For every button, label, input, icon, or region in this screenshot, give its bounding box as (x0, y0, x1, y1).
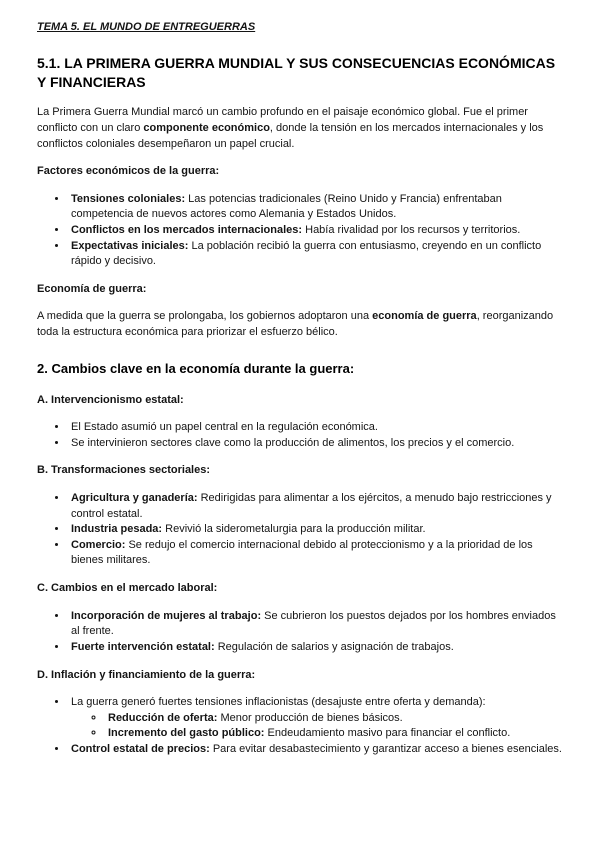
bullet-list (37, 695, 563, 757)
text-segment: Las potencias tradicionales (Reino Unido y Francia) enfrentaban competencia de nuevos actores como Alemania y Estados Unidos. (71, 192, 502, 221)
bold-text-segment: Economía de guerra: (37, 282, 147, 295)
label-block (37, 581, 563, 597)
label-block (37, 282, 563, 298)
text-segment: Revivió la siderometalurgia para la producción militar. (162, 523, 426, 536)
bold-text-segment: A. Intervencionismo estatal: (37, 393, 184, 406)
bold-text-segment: Conflictos en los mercados internacionales: (71, 224, 303, 237)
list-item (68, 695, 563, 742)
list-item (68, 192, 563, 223)
bold-text-segment: 2. Cambios clave en la economía durante la guerra: (37, 360, 355, 376)
list-item (68, 420, 563, 436)
bold-text-segment: Comercio: (71, 538, 126, 551)
list-item (68, 538, 563, 569)
bold-text-segment: economía de guerra (372, 310, 477, 323)
h2-block (37, 361, 563, 378)
bullet-list (37, 420, 563, 451)
text-segment: Se cubrieron los puestos dejados por los hombres enviados al frente. (71, 609, 556, 638)
bold-text-segment: B. Transformaciones sectoriales: (37, 464, 211, 477)
text-segment: A medida que la guerra se prolongaba, los gobiernos adoptaron una (37, 310, 373, 323)
list-item (68, 436, 563, 452)
text-segment: La Primera Guerra Mundial marcó un cambio profundo en el paisaje económico global. Fue el primer conflicto con un claro (37, 106, 528, 134)
para-block (37, 105, 563, 152)
bullet-list (37, 192, 563, 270)
bold-text-segment: Agricultura y ganadería: (71, 492, 198, 505)
bold-text-segment: Tensiones coloniales: (71, 192, 186, 205)
list-item (105, 726, 563, 742)
label-block (37, 393, 563, 409)
para-block (37, 309, 563, 340)
bold-text-segment: Control estatal de precios: (71, 742, 210, 755)
list-item (68, 491, 563, 522)
bold-text-segment: Industria pesada: (71, 523, 163, 536)
bullet-list (37, 609, 563, 656)
text-segment: La guerra generó fuertes tensiones inflacionistas (desajuste entre oferta y demanda): (71, 696, 486, 709)
bold-text-segment: D. Inflación y financiamiento de la guerra: (37, 668, 256, 681)
text-segment: Endeudamiento masivo para financiar el conflicto. (264, 727, 511, 740)
text-segment: La población recibió la guerra con entusiasmo, creyendo en un conflicto rápido y decisivo. (71, 239, 542, 268)
list-item (68, 742, 563, 758)
list-item (68, 223, 563, 239)
text-segment: Se redujo el comercio internacional debido al proteccionismo y a la prioridad de los bienes militares. (71, 538, 533, 567)
bold-text-segment: TEMA 5. EL MUNDO DE ENTREGUERRAS (37, 21, 256, 33)
bullet-list (37, 491, 563, 569)
document-body (37, 20, 563, 758)
text-segment: Menor producción de bienes básicos. (217, 711, 403, 724)
label-block (37, 164, 563, 180)
label-block (37, 463, 563, 479)
bold-text-segment: Fuerte intervención estatal: (71, 640, 215, 653)
bold-text-segment: Expectativas iniciales: (71, 239, 189, 252)
bold-text-segment: 5.1. LA PRIMERA GUERRA MUNDIAL Y SUS CONSECUENCIAS ECONÓMICAS Y FINANCIERAS (37, 54, 556, 90)
list-item (68, 239, 563, 270)
document-title-header (37, 20, 563, 36)
text-segment: Se intervinieron sectores clave como la producción de alimentos, los precios y el comercio. (71, 436, 515, 449)
sub-bullet-list (71, 711, 563, 742)
text-segment: Para evitar desabastecimiento y garantizar acceso a bienes esenciales. (209, 742, 562, 755)
bold-text-segment: Incorporación de mujeres al trabajo: (71, 609, 262, 622)
text-segment: Redirigidas para alimentar a los ejércitos, a menudo bajo restricciones y control estatal. (71, 492, 552, 520)
h1-block (37, 54, 563, 92)
bold-text-segment: componente económico (143, 122, 270, 134)
list-item (68, 609, 563, 640)
list-item (105, 711, 563, 727)
bold-text-segment: Reducción de oferta: (108, 711, 218, 724)
text-segment: Había rivalidad por los recursos y territorios. (302, 224, 521, 237)
text-segment: , reorganizando toda la estructura económica para priorizar el esfuerzo bélico. (37, 310, 554, 339)
bold-text-segment: Incremento del gasto público: (108, 727, 265, 740)
bold-text-segment: Factores económicos de la guerra: (37, 165, 220, 178)
text-segment: , donde la tensión en los mercados internacionales y los conflictos coloniales desempeñaron un papel crucial. (37, 122, 544, 150)
text-segment: El Estado asumió un papel central en la regulación económica. (71, 421, 378, 434)
bold-text-segment: C. Cambios en el mercado laboral: (37, 582, 218, 595)
list-item (68, 640, 563, 656)
label-block (37, 668, 563, 684)
list-item (68, 522, 563, 538)
text-segment: Regulación de salarios y asignación de trabajos. (214, 640, 454, 653)
